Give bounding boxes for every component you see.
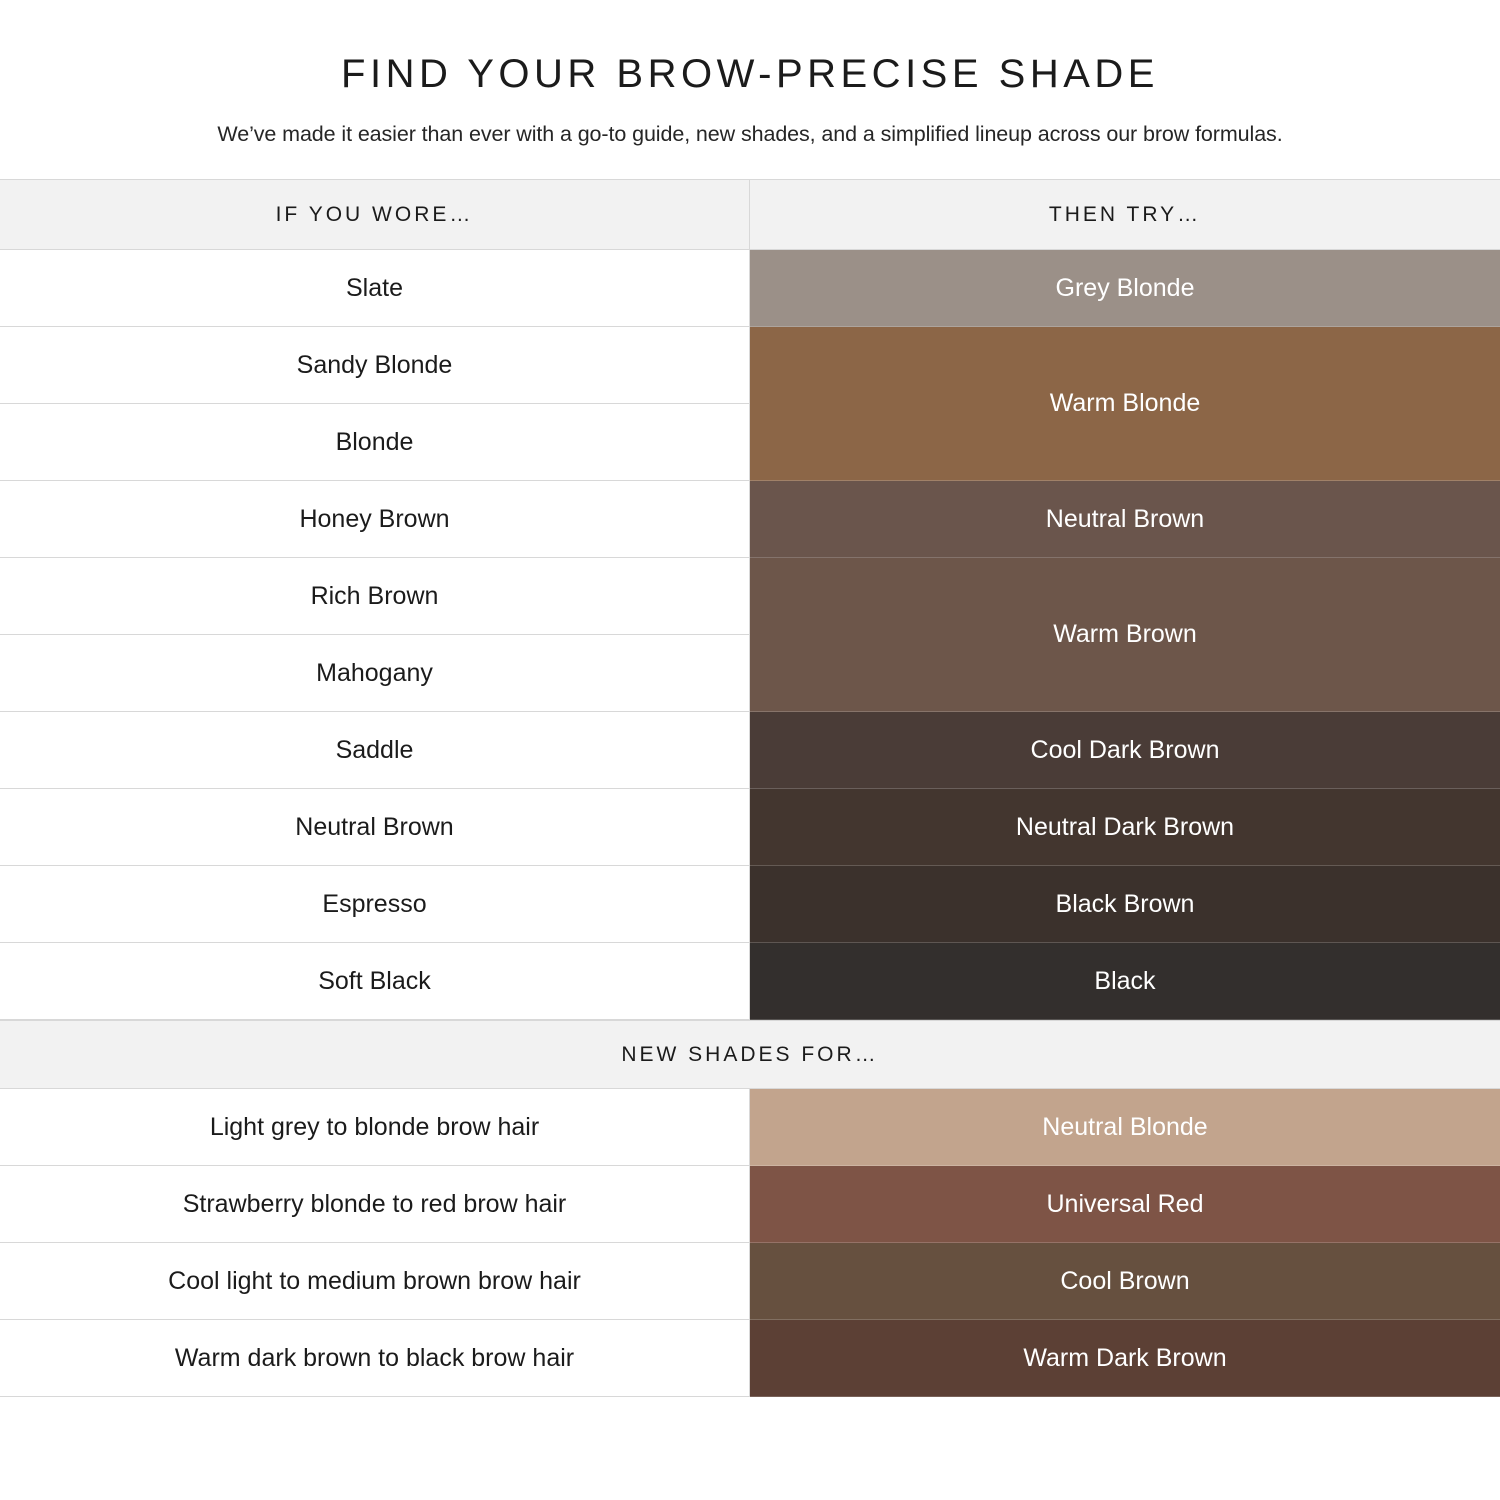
new-shade-swatch: Neutral Blonde [750,1089,1500,1166]
section-header-new-shades: NEW SHADES FOR… [0,1020,1500,1089]
old-shade-cell: Rich Brown [0,558,750,635]
old-shade-cell: Blonde [0,404,750,481]
old-shade-cell: Neutral Brown [0,789,750,866]
old-shade-cell: Sandy Blonde [0,327,750,404]
column-header-if-you-wore: IF YOU WORE… [0,180,750,249]
page-subtitle: We’ve made it easier than ever with a go-to guide, new shades, and a simplified lineup across our brow formulas. [217,122,1283,146]
page-header [0,0,1500,147]
new-shade-swatch: Neutral Brown [750,481,1500,558]
new-shade-swatch: Black Brown [750,866,1500,943]
new-shade-swatch: Black [750,943,1500,1020]
page-title: FIND YOUR BROW-PRECISE SHADE [341,52,1159,96]
old-shade-cell: Espresso [0,866,750,943]
new-shade-swatch: Grey Blonde [750,250,1500,327]
shade-mapping-matrix [0,250,1500,1020]
shade-table [0,179,1500,1397]
new-shade-swatch: Warm Brown [750,558,1500,712]
new-shade-swatch: Cool Dark Brown [750,712,1500,789]
new-shade-swatch: Warm Dark Brown [750,1320,1500,1397]
old-shade-cell: Mahogany [0,635,750,712]
old-shade-cell: Saddle [0,712,750,789]
new-shade-description: Cool light to medium brown brow hair [0,1243,750,1320]
new-shade-swatch: Neutral Dark Brown [750,789,1500,866]
new-shade-description: Warm dark brown to black brow hair [0,1320,750,1397]
new-shade-swatch: Universal Red [750,1166,1500,1243]
new-shade-description: Light grey to blonde brow hair [0,1089,750,1166]
new-shade-swatch: Warm Blonde [750,327,1500,481]
column-header-row [0,180,1500,250]
old-shade-cell: Slate [0,250,750,327]
old-shade-cell: Honey Brown [0,481,750,558]
new-shades-matrix [0,1089,1500,1397]
new-shade-description: Strawberry blonde to red brow hair [0,1166,750,1243]
new-shade-swatch: Cool Brown [750,1243,1500,1320]
column-header-then-try: THEN TRY… [750,180,1500,249]
old-shade-cell: Soft Black [0,943,750,1020]
